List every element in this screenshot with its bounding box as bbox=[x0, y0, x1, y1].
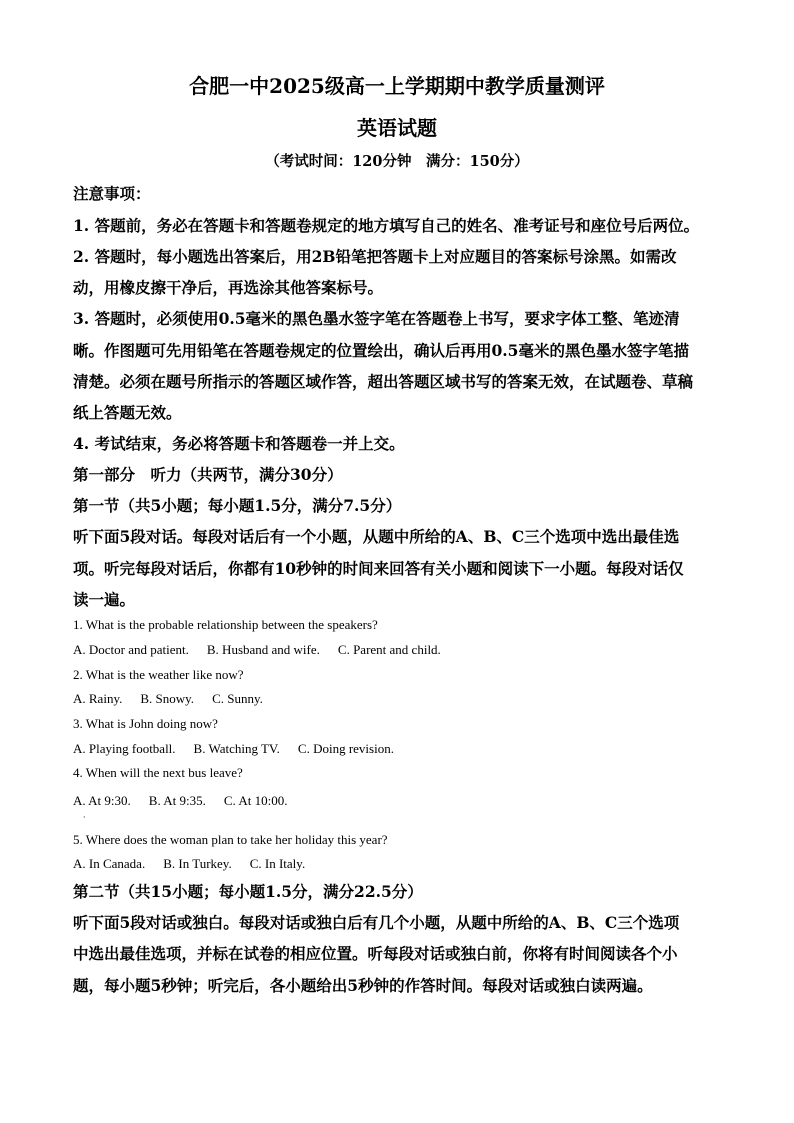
section2-instructions: 中选出最佳选项，并标在试卷的相应位置。听每段对话或独白前，你将有时间阅读各个小 bbox=[73, 944, 678, 963]
notes-line: 2. 答题时，每小题选出答案后，用2B铅笔把答题卡上对应题目的答案标号涂黑。如需改 bbox=[73, 247, 677, 266]
option-a: A. In Canada. bbox=[73, 856, 146, 871]
exam-title: 合肥一中2025级高一上学期期中教学质量测评 bbox=[189, 74, 605, 98]
option-c: C. Doing revision. bbox=[297, 741, 394, 756]
section2-instructions: 题，每小题5秒钟；听完后，各小题给出5秒钟的作答时间。每段对话或独白读两遍。 bbox=[73, 976, 653, 995]
question-1: 1. What is the probable relationship between the speakers? bbox=[73, 617, 378, 632]
option-b: B. In Turkey. bbox=[163, 856, 232, 871]
question-3-options bbox=[73, 741, 412, 757]
option-b: B. Watching TV. bbox=[193, 741, 280, 756]
option-b: B. Snowy. bbox=[140, 691, 195, 706]
question-2-options bbox=[73, 691, 281, 707]
question-5-options bbox=[73, 856, 323, 872]
question-1-options bbox=[73, 642, 459, 658]
option-a: A. At 9:30. bbox=[73, 793, 131, 808]
exam-info: （考试时间：120分钟 满分：150分） bbox=[265, 153, 529, 170]
option-a: A. Rainy. bbox=[73, 691, 123, 706]
notes-line: 4. 考试结束，务必将答题卡和答题卷一并上交。 bbox=[73, 434, 405, 453]
option-a: A. Doctor and patient. bbox=[73, 642, 189, 657]
notes-line: 动，用橡皮擦干净后，再选涂其他答案标号。 bbox=[73, 278, 384, 297]
section2-instructions: 听下面5段对话或独白。每段对话或独白后有几个小题，从题中所给的A、B、C三个选项 bbox=[73, 913, 680, 932]
stray-dot: · bbox=[83, 813, 86, 822]
subject-title: 英语试题 bbox=[357, 116, 437, 140]
section2-heading: 第二节（共15小题；每小题1.5分，满分22.5分） bbox=[73, 882, 423, 901]
question-4: 4. When will the next bus leave? bbox=[73, 765, 243, 780]
section1-instructions: 读一遍。 bbox=[73, 590, 136, 609]
option-b: B. At 9:35. bbox=[148, 793, 206, 808]
part1-heading: 第一部分 听力（共两节，满分30分） bbox=[73, 465, 343, 484]
question-3: 3. What is John doing now? bbox=[73, 716, 218, 731]
option-c: C. Sunny. bbox=[212, 691, 263, 706]
option-c: C. At 10:00. bbox=[223, 793, 288, 808]
option-c: C. In Italy. bbox=[249, 856, 306, 871]
notes-line: 清楚。必须在题号所指示的答题区域作答，超出答题区域书写的答案无效，在试题卷、草稿 bbox=[73, 372, 694, 391]
option-c: C. Parent and child. bbox=[337, 642, 441, 657]
section1-instructions: 项。听完每段对话后，你都有10秒钟的时间来回答有关小题和阅读下一小题。每段对话仅 bbox=[73, 559, 684, 578]
notes-heading: 注意事项： bbox=[73, 184, 151, 203]
notes-line: 晰。作图题可先用铅笔在答题卷规定的位置绘出，确认后再用0.5毫米的黑色墨水签字笔描 bbox=[73, 341, 689, 360]
option-a: A. Playing football. bbox=[73, 741, 176, 756]
question-5: 5. Where does the woman plan to take her holiday this year? bbox=[73, 832, 388, 847]
option-b: B. Husband and wife. bbox=[206, 642, 320, 657]
question-2: 2. What is the weather like now? bbox=[73, 667, 244, 682]
section1-heading: 第一节（共5小题；每小题1.5分，满分7.5分） bbox=[73, 496, 402, 515]
question-4-options bbox=[73, 793, 305, 809]
notes-line: 纸上答题无效。 bbox=[73, 403, 182, 422]
notes-line: 3. 答题时，必须使用0.5毫米的黑色墨水签字笔在答题卷上书写，要求字体工整、笔迹清 bbox=[73, 309, 680, 328]
notes-line: 1. 答题前，务必在答题卡和答题卷规定的地方填写自己的姓名、准考证号和座位号后两位。 bbox=[73, 216, 700, 235]
section1-instructions: 听下面5段对话。每段对话后有一个小题，从题中所给的A、B、C三个选项中选出最佳选 bbox=[73, 527, 680, 546]
